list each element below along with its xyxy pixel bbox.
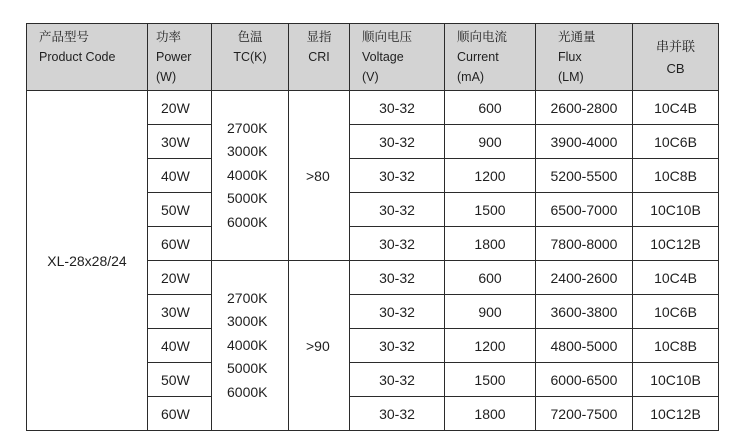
header-product-code-cn: 产品型号 <box>39 30 90 44</box>
flux-cell: 7200-7500 <box>536 397 633 431</box>
header-product-code-en: Product Code <box>39 50 116 64</box>
color-temperature-cell <box>212 91 289 261</box>
tc-value: 4000K <box>227 336 268 353</box>
header-power <box>148 24 212 91</box>
current-cell: 1500 <box>445 363 536 397</box>
header-voltage-en: Voltage <box>362 50 404 64</box>
voltage-cell: 30-32 <box>350 193 445 227</box>
led-spec-table <box>26 23 719 431</box>
cri-cell: >90 <box>289 261 350 431</box>
power-cell: 40W <box>148 159 212 193</box>
header-flux-unit: (LM) <box>558 70 584 84</box>
power-cell: 60W <box>148 397 212 431</box>
voltage-cell: 30-32 <box>350 329 445 363</box>
cb-cell: 10C8B <box>633 329 719 363</box>
current-cell: 600 <box>445 261 536 295</box>
voltage-cell: 30-32 <box>350 261 445 295</box>
table-body <box>27 91 719 431</box>
header-current <box>445 24 536 91</box>
header-cri-en: CRI <box>308 50 330 64</box>
voltage-cell: 30-32 <box>350 363 445 397</box>
flux-cell: 5200-5500 <box>536 159 633 193</box>
header-tc-en: TC(K) <box>233 50 267 64</box>
voltage-cell: 30-32 <box>350 159 445 193</box>
tc-value: 6000K <box>227 383 268 400</box>
tc-value: 3000K <box>227 143 268 160</box>
cri-cell: >80 <box>289 91 350 261</box>
flux-cell: 6000-6500 <box>536 363 633 397</box>
header-cri <box>289 24 350 91</box>
header-row <box>27 24 719 91</box>
header-current-cn: 顺向电流 <box>457 30 508 44</box>
header-current-en: Current <box>457 50 499 64</box>
header-voltage <box>350 24 445 91</box>
header-cb-en: CB <box>666 61 685 76</box>
cb-cell: 10C10B <box>633 363 719 397</box>
table-header <box>27 24 719 91</box>
current-cell: 1200 <box>445 159 536 193</box>
power-cell: 60W <box>148 227 212 261</box>
power-cell: 20W <box>148 261 212 295</box>
current-cell: 600 <box>445 91 536 125</box>
header-power-unit: (W) <box>156 70 177 84</box>
tc-value: 2700K <box>227 119 268 136</box>
power-cell: 30W <box>148 125 212 159</box>
current-cell: 1800 <box>445 397 536 431</box>
cb-cell: 10C12B <box>633 227 719 261</box>
header-cb-cn: 串并联 <box>655 39 695 54</box>
header-power-cn: 功率 <box>156 30 182 44</box>
spec-table-container <box>26 23 719 431</box>
flux-cell: 3600-3800 <box>536 295 633 329</box>
header-flux-cn: 光通量 <box>558 30 596 44</box>
header-voltage-cn: 顺向电压 <box>362 30 413 44</box>
current-cell: 900 <box>445 125 536 159</box>
voltage-cell: 30-32 <box>350 397 445 431</box>
header-cri-cn: 显指 <box>306 30 332 44</box>
header-flux <box>536 24 633 91</box>
product-code-cell: XL-28x28/24 <box>27 91 148 431</box>
flux-cell: 2400-2600 <box>536 261 633 295</box>
tc-value: 3000K <box>227 313 268 330</box>
flux-cell: 7800-8000 <box>536 227 633 261</box>
power-cell: 50W <box>148 363 212 397</box>
power-cell: 30W <box>148 295 212 329</box>
header-power-en: Power <box>156 50 192 64</box>
voltage-cell: 30-32 <box>350 227 445 261</box>
header-current-unit: (mA) <box>457 70 485 84</box>
cb-cell: 10C8B <box>633 159 719 193</box>
voltage-cell: 30-32 <box>350 295 445 329</box>
flux-cell: 6500-7000 <box>536 193 633 227</box>
header-cb <box>633 24 719 91</box>
voltage-cell: 30-32 <box>350 125 445 159</box>
header-product-code <box>27 24 148 91</box>
header-color-temperature <box>212 24 289 91</box>
cb-cell: 10C4B <box>633 91 719 125</box>
tc-value: 2700K <box>227 289 268 306</box>
tc-value: 6000K <box>227 213 268 230</box>
header-flux-en: Flux <box>558 50 582 64</box>
header-voltage-unit: (V) <box>362 70 379 84</box>
current-cell: 1500 <box>445 193 536 227</box>
tc-value: 5000K <box>227 190 268 207</box>
flux-cell: 4800-5000 <box>536 329 633 363</box>
table-row <box>27 91 719 125</box>
current-cell: 900 <box>445 295 536 329</box>
tc-value: 5000K <box>227 360 268 377</box>
power-cell: 50W <box>148 193 212 227</box>
power-cell: 20W <box>148 91 212 125</box>
header-tc-cn: 色温 <box>237 30 263 44</box>
cb-cell: 10C12B <box>633 397 719 431</box>
voltage-cell: 30-32 <box>350 91 445 125</box>
current-cell: 1200 <box>445 329 536 363</box>
power-cell: 40W <box>148 329 212 363</box>
tc-value: 4000K <box>227 166 268 183</box>
flux-cell: 2600-2800 <box>536 91 633 125</box>
cb-cell: 10C6B <box>633 295 719 329</box>
cb-cell: 10C6B <box>633 125 719 159</box>
cb-cell: 10C4B <box>633 261 719 295</box>
color-temperature-cell <box>212 261 289 431</box>
flux-cell: 3900-4000 <box>536 125 633 159</box>
current-cell: 1800 <box>445 227 536 261</box>
cb-cell: 10C10B <box>633 193 719 227</box>
